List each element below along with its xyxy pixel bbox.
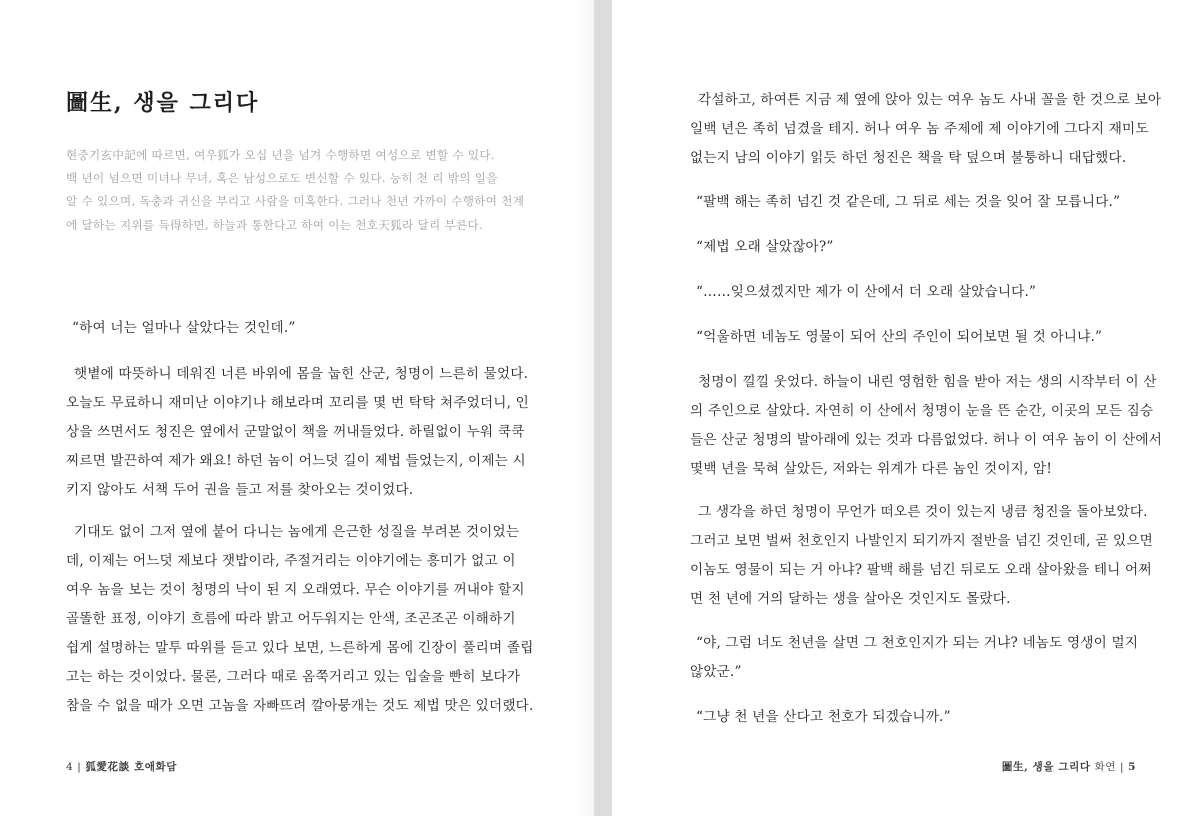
paragraph-line: 의 주인으로 살았다. 자연히 이 산에서 청명이 눈을 뜬 순간, 이곳의 모든 짐승 (690, 403, 1154, 419)
paragraph-line: 각설하고, 하여튼 지금 제 옆에 앉아 있는 여우 놈도 사내 꼴을 한 것으로 보아 (698, 92, 1162, 108)
dialogue-line: “야, 그럼 너도 천년을 살면 그 천호인지가 되는 거냐? 네놈도 영생이 멀지 (696, 635, 1139, 651)
dialogue-line: “팔백 해는 족히 넘긴 것 같은데, 그 뒤로 세는 것을 잊어 잘 모릅니다.” (696, 194, 1121, 210)
epigraph-line: 에 달하는 지위를 득得하면, 하늘과 통한다고 하여 이는 천호天狐라 달리 부른다. (66, 217, 483, 232)
paragraph-line: 데, 이제는 어느덧 제보다 잿밥이라, 주절거리는 이야기에는 흥미가 없고 이 (66, 553, 516, 569)
paragraph-line: 햇볕에 따뜻하니 데워진 너른 바위에 몸을 눕힌 산군, 청명이 느른히 물었다. (74, 366, 529, 382)
paragraph-line: 이놈도 영물이 되는 거 아냐? 팔백 해를 넘긴 뒤로도 오래 살아왔을 테니 어쩌 (690, 562, 1152, 578)
epigraph-line: 백 년이 넘으면 미녀나 무녀, 혹은 남성으로도 변신할 수 있다. 능히 천 리 밖의 일을 (66, 171, 498, 186)
paragraph-line: 그러고 보면 벌써 천호인지 나발인지 되기까지 절반을 넘긴 것인데, 곧 있으면 (690, 533, 1154, 549)
paragraph-line: 그 생각을 하던 청명이 무언가 떠오른 것이 있는지 냉큼 청진을 돌아보았다. (698, 504, 1148, 520)
author-name: 화연 (1094, 761, 1117, 773)
dialogue-line: “……잊으셨겠지만 제가 이 산에서 더 오래 살았습니다.” (696, 284, 1037, 300)
paragraph-line: 오늘도 무료하니 재미난 이야기나 해보라며 꼬리를 몇 번 탁탁 쳐주었더니, 인 (66, 395, 530, 411)
paragraph-line: 들은 산군 청명의 발아래에 있는 것과 다름없었다. 허나 이 여우 놈이 이 산에서 (690, 432, 1163, 448)
paragraph-line: 골똘한 표정, 이야기 흐름에 따라 밝고 어두워지는 안색, 조곤조곤 이해하기 (66, 611, 516, 627)
page-number: 4 (66, 761, 74, 773)
dialogue-line: “제법 오래 살았잖아?” (696, 239, 834, 255)
paragraph-line: 일백 년은 족히 넘겼을 테지. 허나 여우 놈 주제에 제 이야기에 그다지 재미도 (690, 121, 1149, 137)
left-folio (66, 759, 177, 774)
right-folio (1002, 759, 1136, 774)
paragraph-line: 참을 수 없을 때가 오면 고놈을 자빠뜨려 깔아뭉개는 것도 제법 맛은 있더랬다. (66, 698, 534, 714)
paragraph-line: 몇백 년을 묵혀 살았든, 저와는 위계가 다른 놈인 것이지, 암! (690, 461, 1053, 477)
dialogue-line: “그냥 천 년을 산다고 천호가 되겠습니까.” (696, 709, 951, 725)
paragraph-line: 기대도 없이 그저 옆에 붙어 다니는 놈에게 은근한 성질을 부려본 것이었는 (74, 524, 520, 540)
folio-separator: | (77, 761, 86, 773)
paragraph-line: 여우 놈을 보는 것이 청명의 낙이 된 지 오래였다. 무슨 이야기를 꺼내야 할지 (66, 582, 525, 598)
chapter-title: 圖生, 생을 그리다 (66, 90, 260, 116)
dialogue-line: “억울하면 네놈도 영물이 되어 산의 주인이 되어보면 될 것 아니냐.” (696, 329, 1103, 345)
dialogue-line: “하여 너는 얼마나 살았다는 것인데.” (72, 320, 296, 336)
paragraph-line: 없는지 남의 이야기 읽듯 하던 청진은 책을 탁 덮으며 불퉁하니 대답했다. (690, 150, 1127, 166)
folio-separator: | (1120, 761, 1129, 773)
paragraph-line: 쉽게 설명하는 말투 따위를 듣고 있다 보면, 느른하게 몸에 긴장이 풀리며 졸립 (66, 640, 534, 656)
gutter-shadow (574, 0, 594, 816)
book-title: 狐愛花談 호애화담 (85, 761, 177, 773)
epigraph (66, 144, 525, 237)
epigraph-line: 알 수 있으며, 독충과 귀신을 부리고 사람을 미혹한다. 그러나 천년 가까이 수행하여 천계 (66, 194, 525, 209)
epigraph-line: 현중기玄中記에 따르면, 여우狐가 오십 년을 넘겨 수행하면 여성으로 변할 수 있다. (66, 148, 495, 162)
book-gutter (594, 0, 612, 816)
chapter-running-head: 圖生, 생을 그리다 (1001, 761, 1091, 773)
page-number: 5 (1128, 761, 1136, 773)
paragraph-line: 고는 하는 것이었다. 물론, 그러다 때로 옴쭉거리고 있는 입술을 빤히 보다가 (66, 669, 521, 685)
paragraph-line: 면 천 년에 거의 달하는 생을 살아온 것인지도 몰랐다. (690, 591, 1011, 607)
paragraph-line: 청명이 낄낄 웃었다. 하늘이 내린 영험한 힘을 받아 저는 생의 시작부터 이 산 (698, 374, 1157, 390)
paragraph-line: 찌르면 발끈하여 제가 왜요! 하던 놈이 어느덧 길이 제법 들었는지, 이제는 시 (66, 453, 526, 469)
paragraph-line: 키지 않아도 서책 두어 권을 들고 저를 찾아오는 것이었다. (66, 482, 414, 498)
paragraph-line: 상을 쓰면서도 청진은 옆에서 군말없이 책을 꺼내들었다. 하릴없이 누워 쿡쿡 (66, 424, 525, 440)
dialogue-line: 않았군.” (690, 664, 742, 680)
